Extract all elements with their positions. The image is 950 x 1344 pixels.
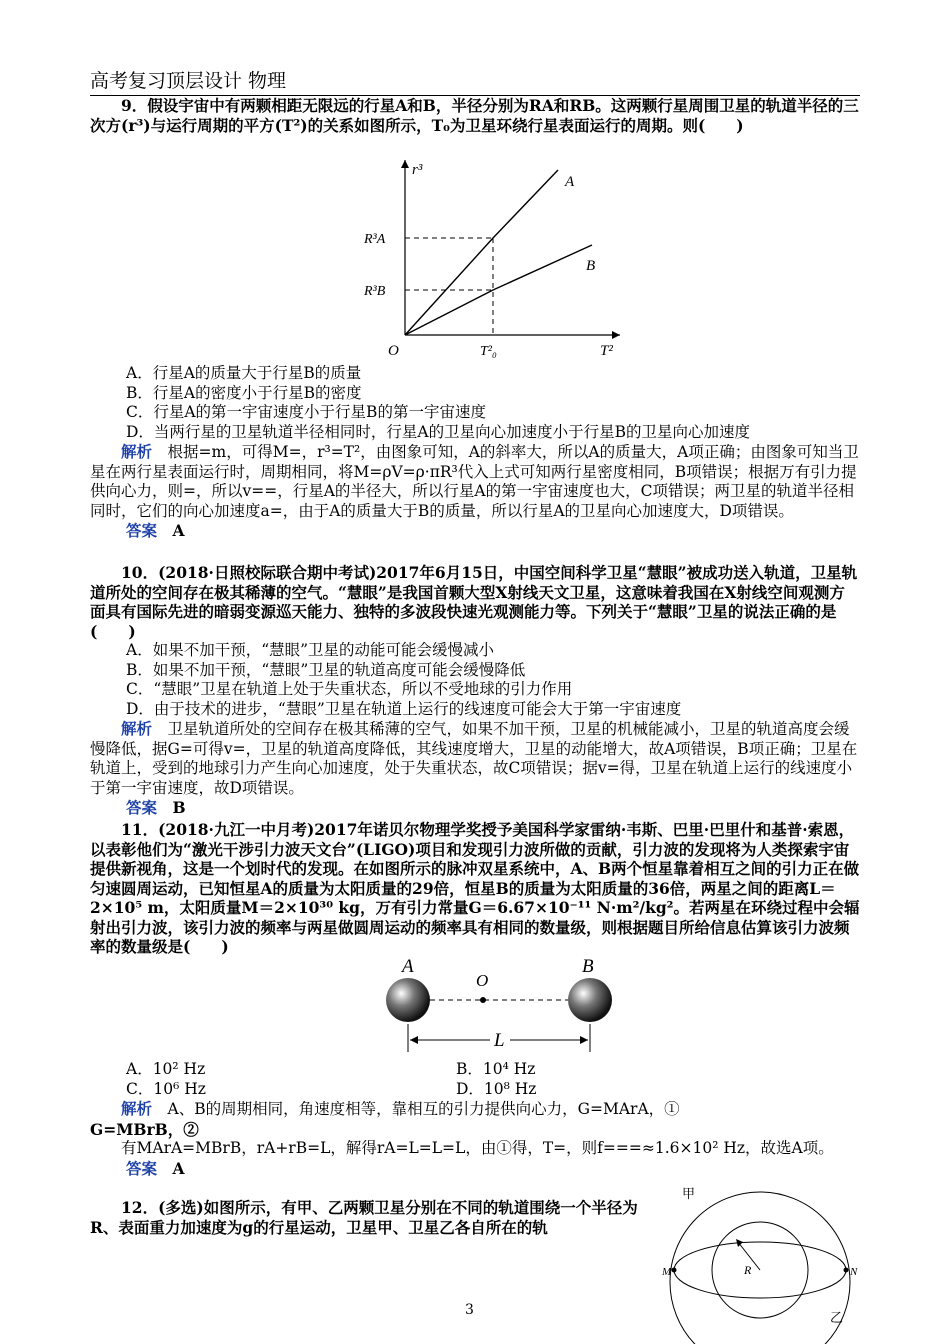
q9-body [90, 364, 860, 541]
q9-answer-value: A [172, 521, 185, 540]
page-number: 3 [465, 1302, 474, 1318]
q11-option-d[interactable]: D．10⁸ Hz [456, 1079, 537, 1098]
q9-y-arrow [401, 160, 409, 168]
q12-radius-arrow [736, 1239, 743, 1247]
q9-option-a[interactable]: A．行星A的质量大于行星B的质量 [126, 364, 362, 382]
q9-t0-label: T²₀ [480, 344, 497, 359]
q12-label-m: M [662, 1266, 672, 1278]
q11-solution-line-2: G=MBrB，② [90, 1119, 199, 1139]
q9-answer [90, 521, 860, 541]
q9-graph [360, 150, 630, 365]
q11-center-o [480, 997, 486, 1003]
q10-answer-value: B [172, 798, 186, 817]
q9-solution [90, 442, 860, 521]
q11-answer-value: A [172, 1158, 185, 1178]
q9-option-b[interactable]: B．行星A的密度小于行星B的密度 [126, 383, 362, 402]
q10-stem: 10．(2018·日照校际联合期中考试)2017年6月15日，中国空间科学卫星“慧眼”被成功送入轨道，卫星轨道所处的空间存在极其稀薄的空气。“慧眼”是我国首颗大型X射线天文卫星，这意味着我国在X射线空间观测方面具有国际先进的暗弱变源巡天能力、独特的多波段快速光观测能力等。下列关于“慧眼”卫星的说法正确的是( ) [90, 563, 858, 641]
q11-label-a: A [402, 956, 414, 977]
q9-ra-label: R³A [364, 232, 386, 247]
q10-option-d[interactable]: D．由于技术的进步，“慧眼”卫星在轨道上运行的线速度可能会大于第一宇宙速度 [126, 699, 682, 718]
question-11 [90, 820, 860, 957]
q11-stem: 11．(2018·九江一中月考)2017年诺贝尔物理学奖授予美国科学家雷纳·韦斯、巴里·巴里什和基普·索恩，以表彰他们为“激光干涉引力波天文台”(LIGO)项目和发现引力波所做的贡献，引力波的发现将为人类探索宇宙提供新视角，这是一个划时代的发现。在如图所示的脉冲双星系统中，A、B两个恒星靠着相互之间的引力正在做匀速圆周运动，已知恒星A的质量为太阳质量的29倍，恒星B的质量为太阳质量的36倍，两星之间的距离L＝2×10⁵ m，太阳质量M＝2×10³⁰ kg，万有引力常量G＝6.67×10⁻¹¹ N·m²/kg²。若两星在环绕过程中会辐射出引力波，该引力波的频率与两星做圆周运动的频率具有相同的数量级，则根据题目所给信息估算该引力波频率的数量级是( ) [90, 820, 860, 956]
q12-stem: 12．(多选)如图所示，有甲、乙两颗卫星分别在不同的轨道围绕一个半径为R、表面重力加速度为g的行星运动，卫星甲、卫星乙各自所在的轨 [90, 1198, 638, 1237]
q9-y-label: r³ [412, 162, 423, 178]
q9-origin: O [388, 343, 399, 359]
q11-binary-star-figure [380, 952, 620, 1062]
q11-solution-label: 解析 [121, 1099, 153, 1118]
q11-star-a [386, 978, 430, 1022]
q11-body [90, 1060, 860, 1178]
q9-stem: 9．假设宇宙中有两颗相距无限远的行星A和B，半径分别为RA和RB。这两颗行星周围卫星的轨道半径的三次方(r³)与运行周期的平方(T²)的关系如图所示，T₀为卫星环绕行星表面运行的周期。则( ) [90, 96, 859, 135]
q12-label-jia: 甲 [682, 1187, 696, 1202]
q9-option-c[interactable]: C．行星A的第一宇宙速度小于行星B的第一宇宙速度 [126, 403, 486, 421]
q11-option-c[interactable]: C．10⁶ Hz [126, 1079, 206, 1098]
q12-orbit-figure [660, 1182, 870, 1344]
q12-label-yi: 乙 [830, 1311, 844, 1326]
q10-option-a[interactable]: A．如果不加干预，“慧眼”卫星的动能可能会缓慢减小 [126, 641, 495, 659]
q9-answer-label: 答案 [126, 521, 158, 540]
q11-dim-arrow-left [410, 1036, 418, 1044]
question-9 [90, 96, 860, 135]
q10-answer-label: 答案 [126, 798, 158, 817]
q12-point-m [672, 1268, 677, 1273]
q11-label-o: O [476, 971, 489, 990]
q9-b-label: B [586, 258, 596, 274]
q9-rb-label: R³B [364, 284, 386, 299]
q11-option-a[interactable]: A．10² Hz [126, 1060, 206, 1078]
q11-star-b [568, 978, 612, 1022]
q9-x-arrow [612, 331, 620, 339]
q10-solution-text: 卫星轨道所处的空间存在极其稀薄的空气，如果不加干预，卫星的机械能减小，卫星的轨道高度会缓慢降低，据G=可得v=，卫星的轨道高度降低，其线速度增大，卫星的动能增大，故A项错误，B项正确；卫星在轨道上，受到的地球引力产生向心加速度，处于失重状态，故C项错误；据v=得，卫星在轨道上运行的线速度小于第一宇宙速度，故D项错误。 [90, 720, 858, 797]
q11-solution [90, 1099, 860, 1120]
q10-solution-label: 解析 [121, 719, 153, 738]
q11-options-row-1 [90, 1060, 860, 1080]
q9-x-label: T² [600, 343, 613, 359]
q9-solution-text: 根据=m，可得M=，r³=T²，由图象可知，A的斜率大，所以A的质量大，A项正确；由图象可知当卫星在两行星表面运行时，周期相同，将M=ρV=ρ·πR³代入上式可知两行星密度相同，B项错误；根据万有引力提供向心力，则=，所以v==，行星A的半径大，所以行星A的第一宇宙速度也大，C项错误；两卫星的轨道半径相同时，它们的向心加速度a=，由于A的质量大于B的质量，所以行星A的卫星向心加速度大，D项错误。 [90, 443, 859, 520]
q11-answer-label: 答案 [126, 1158, 158, 1178]
question-12 [90, 1198, 650, 1237]
q11-label-b: B [582, 956, 594, 977]
q9-option-d[interactable]: D．当两行星的卫星轨道半径相同时，行星A的卫星向心加速度小于行星B的卫星向心加速度 [126, 422, 751, 441]
q12-point-n [844, 1268, 849, 1273]
q11-solution-line-1: A、B的周期相同，角速度相等，靠相互的引力提供向心力，G=MArA，① [167, 1100, 680, 1118]
q10-solution [90, 719, 860, 798]
q12-orbit-jia [670, 1192, 850, 1344]
q9-a-label: A [565, 174, 575, 190]
q11-option-b[interactable]: B．10⁴ Hz [456, 1060, 536, 1078]
q9-solution-label: 解析 [121, 442, 153, 461]
q12-label-n: N [850, 1266, 858, 1278]
q12-label-r: R [744, 1263, 752, 1277]
q9-dash-diag [405, 238, 493, 335]
question-10 [90, 563, 860, 818]
q10-option-b[interactable]: B．如果不加干预，“慧眼”卫星的轨道高度可能会缓慢降低 [126, 660, 526, 679]
q10-option-c[interactable]: C．“慧眼”卫星在轨道上处于失重状态，所以不受地球的引力作用 [126, 680, 573, 698]
q11-label-l: L [494, 1030, 505, 1051]
page-header: 高考复习顶层设计 物理 [90, 66, 860, 96]
q11-answer [90, 1159, 860, 1179]
q11-solution-line-3: 有MArA=MBrB，rA+rB=L，解得rA=L=L=L，由①得，T=，则f===≈1.6×10² Hz，故选A项。 [121, 1139, 834, 1157]
q11-options-row-2 [90, 1080, 860, 1100]
q9-line-a [405, 170, 558, 335]
q10-answer [90, 798, 860, 818]
q11-dim-arrow-right [580, 1036, 588, 1044]
